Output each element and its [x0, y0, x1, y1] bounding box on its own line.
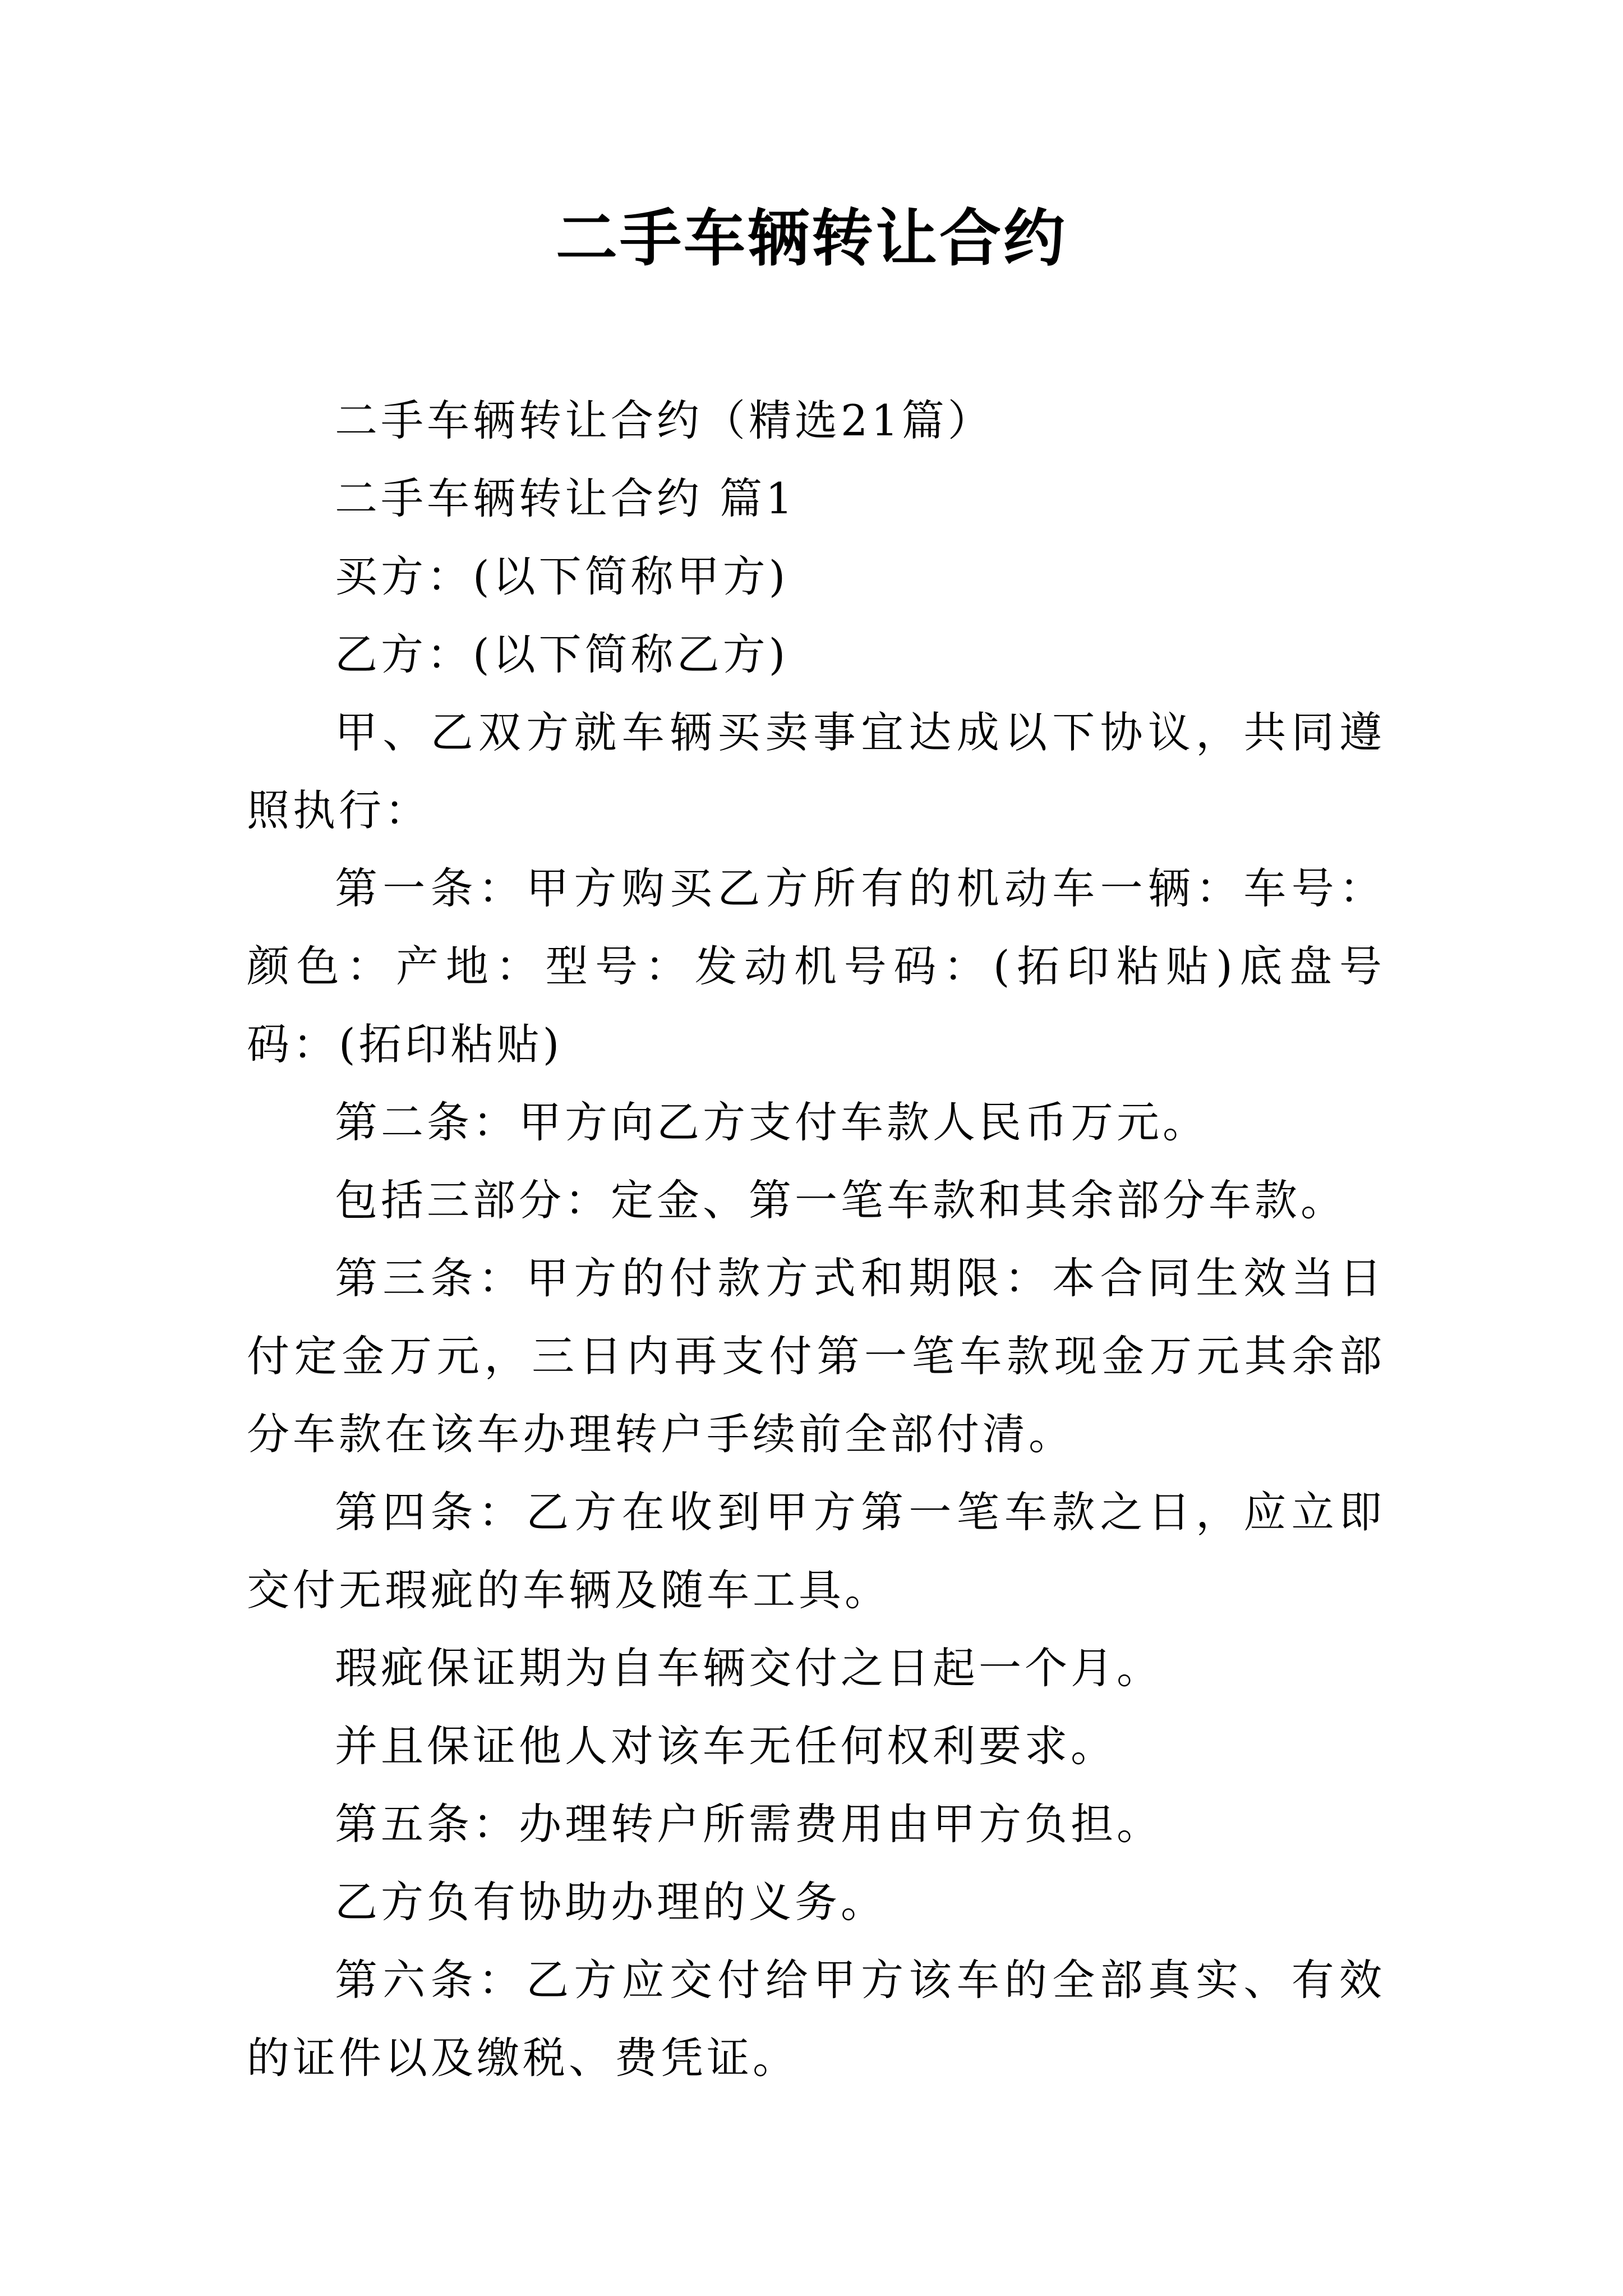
- paragraph-collection-heading: 二手车辆转让合约（精选21篇）: [335, 395, 994, 445]
- paragraph-section-heading: 二手车辆转让合约 篇1: [335, 473, 796, 523]
- paragraph-article-2: 第二条：甲方向乙方支付车款人民币万元。: [335, 1097, 1209, 1147]
- paragraph-warranty-period: 瑕疵保证期为自车辆交付之日起一个月。: [335, 1643, 1163, 1693]
- paragraph-article-6: 第六条：乙方应交付给甲方该车的全部真实、有效的证件以及缴税、费凭证。: [247, 1955, 1385, 2083]
- document-title: 二手车辆转让合约: [556, 203, 1067, 274]
- paragraph-warranty-rights: 并且保证他人对该车无任何权利要求。: [335, 1721, 1117, 1771]
- document-body: [247, 381, 1385, 2097]
- paragraph-article-5-detail: 乙方负有协助办理的义务。: [335, 1877, 887, 1927]
- paragraph-article-4: 第四条：乙方在收到甲方第一笔车款之日，应立即交付无瑕疵的车辆及随车工具。: [247, 1487, 1385, 1615]
- paragraph-article-2-detail: 包括三部分：定金、第一笔车款和其余部分车款。: [335, 1175, 1347, 1225]
- paragraph-article-1: 第一条：甲方购买乙方所有的机动车一辆：车号：颜色：产地：型号：发动机号码：(拓印粘贴)底盘号码：(拓印粘贴): [247, 863, 1385, 1069]
- paragraph-seller: 乙方：(以下简称乙方): [335, 629, 789, 679]
- paragraph-article-5: 第五条：办理转户所需费用由甲方负担。: [335, 1799, 1163, 1849]
- paragraph-agreement-intro: 甲、乙双方就车辆买卖事宜达成以下协议，共同遵照执行：: [247, 707, 1385, 835]
- paragraph-buyer: 买方：(以下简称甲方): [335, 551, 789, 601]
- paragraph-article-3: 第三条：甲方的付款方式和期限：本合同生效当日付定金万元，三日内再支付第一笔车款现金万元其余部分车款在该车办理转户手续前全部付清。: [247, 1253, 1385, 1459]
